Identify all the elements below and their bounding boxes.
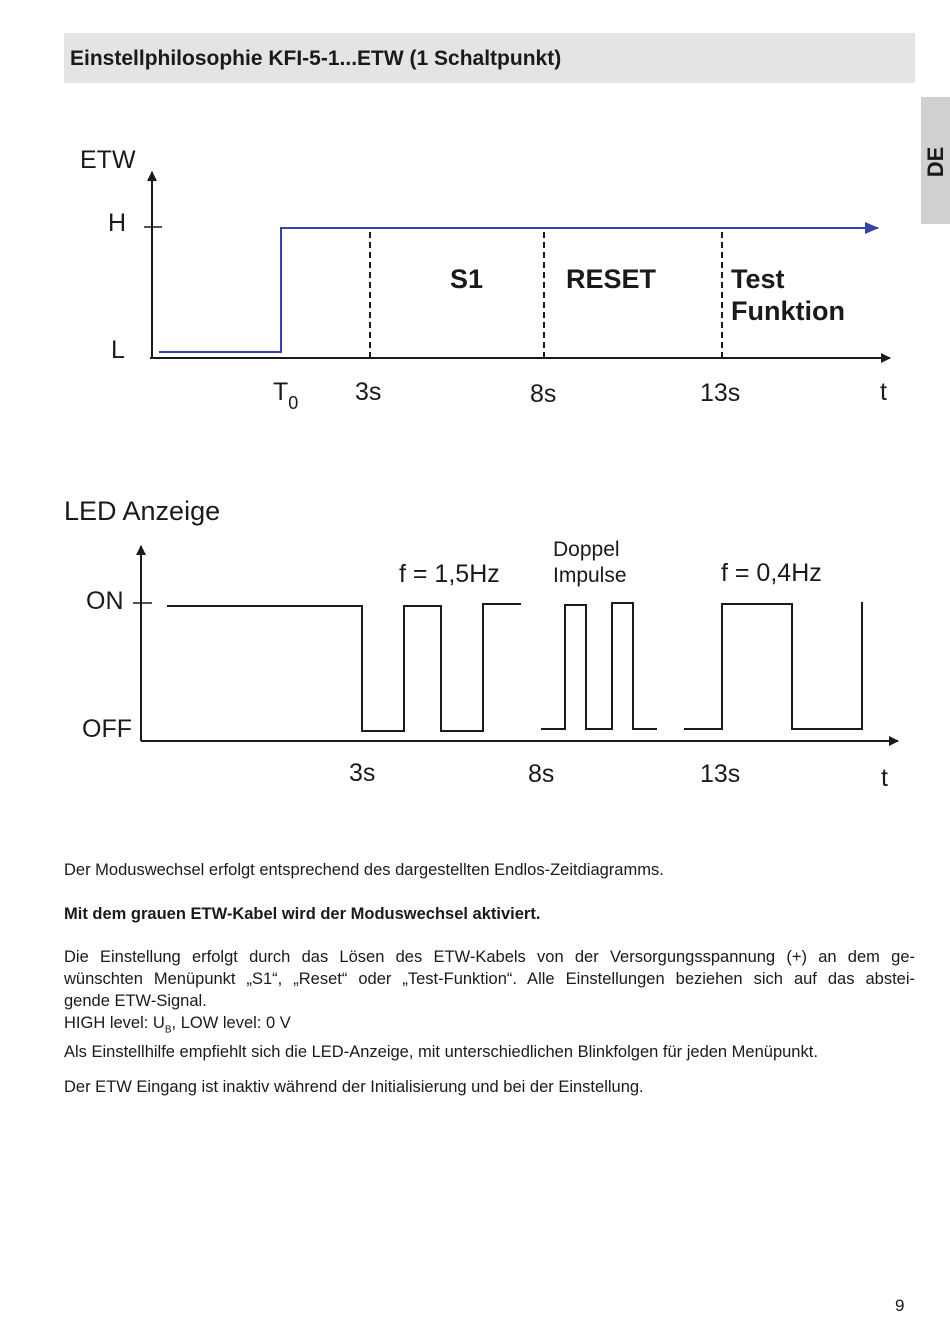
paragraph-setting-line-3: gende ETW-Signal. xyxy=(64,992,207,1010)
etw-tick-8s: 8s xyxy=(530,380,557,408)
led-on-label: ON xyxy=(86,587,124,615)
etw-zone-funktion: Funktion xyxy=(731,296,845,326)
led-waveform-steady-and-1-5hz xyxy=(167,604,521,731)
etw-tick-3s: 3s xyxy=(355,378,382,406)
paragraph-level-line xyxy=(64,1012,915,1041)
led-section-heading: LED Anzeige xyxy=(64,496,221,526)
led-waveform-0-4hz xyxy=(684,602,862,729)
level-subscript: B xyxy=(164,1024,172,1036)
etw-tick-13s: 13s xyxy=(700,379,741,407)
paragraph-setting-line-1: Die Einstellung erfolgt durch das Lösen des ETW-Kabels von der Versorgungsspannung (+) an dem ge- xyxy=(64,948,915,966)
level-high-text: HIGH level: U xyxy=(64,1014,165,1032)
page-number: 9 xyxy=(895,1296,905,1315)
etw-level-high: H xyxy=(108,209,127,237)
led-tick-8s: 8s xyxy=(528,760,555,788)
paragraph-led-hint: Als Einstellhilfe empfiehlt sich die LED-Anzeige, mit unterschiedlichen Blinkfolgen für jeden Menüpunkt. xyxy=(64,1043,818,1062)
etw-y-axis-label: ETW xyxy=(80,146,136,174)
etw-zone-reset: RESET xyxy=(566,264,657,294)
paragraph-etw-inactive: Der ETW Eingang ist inaktiv während der Initialisierung und bei der Einstellung. xyxy=(64,1078,644,1096)
etw-zone-s1: S1 xyxy=(450,264,484,294)
led-x-axis-label: t xyxy=(881,764,888,792)
etw-zone-test: Test xyxy=(731,264,785,294)
level-low-text: , LOW level: 0 V xyxy=(171,1014,291,1032)
led-off-label: OFF xyxy=(82,715,132,743)
led-freq-1-5hz: f = 1,5Hz xyxy=(399,560,500,588)
led-impulse-label: Impulse xyxy=(553,564,627,587)
led-tick-3s: 3s xyxy=(349,759,376,787)
paragraph-mode-change: Der Moduswechsel erfolgt entsprechend des dargestellten Endlos-Zeitdiagramms. xyxy=(64,861,664,879)
etw-x-axis-label: t xyxy=(880,378,887,406)
language-tab-label: DE xyxy=(923,146,948,178)
paragraph-setting xyxy=(64,946,915,1063)
paragraph-grey-cable: Mit dem grauen ETW-Kabel wird der Moduswechsel aktiviert. xyxy=(64,905,541,923)
led-freq-0-4hz: f = 0,4Hz xyxy=(721,559,822,587)
etw-t0-label: $T_0$ xyxy=(273,378,299,413)
page-title: Einstellphilosophie KFI-5-1...ETW (1 Schaltpunkt) xyxy=(70,47,562,70)
etw-level-low: L xyxy=(111,336,125,364)
led-tick-13s: 13s xyxy=(700,760,741,788)
led-doppel-label: Doppel xyxy=(553,538,620,561)
led-waveform-double-pulse xyxy=(541,603,657,729)
paragraph-setting-line-2: wünschten Menüpunkt „S1“, „Reset“ oder „Test-Funktion“. Alle Einstellungen beziehen sich auf das abstei- xyxy=(64,970,915,988)
